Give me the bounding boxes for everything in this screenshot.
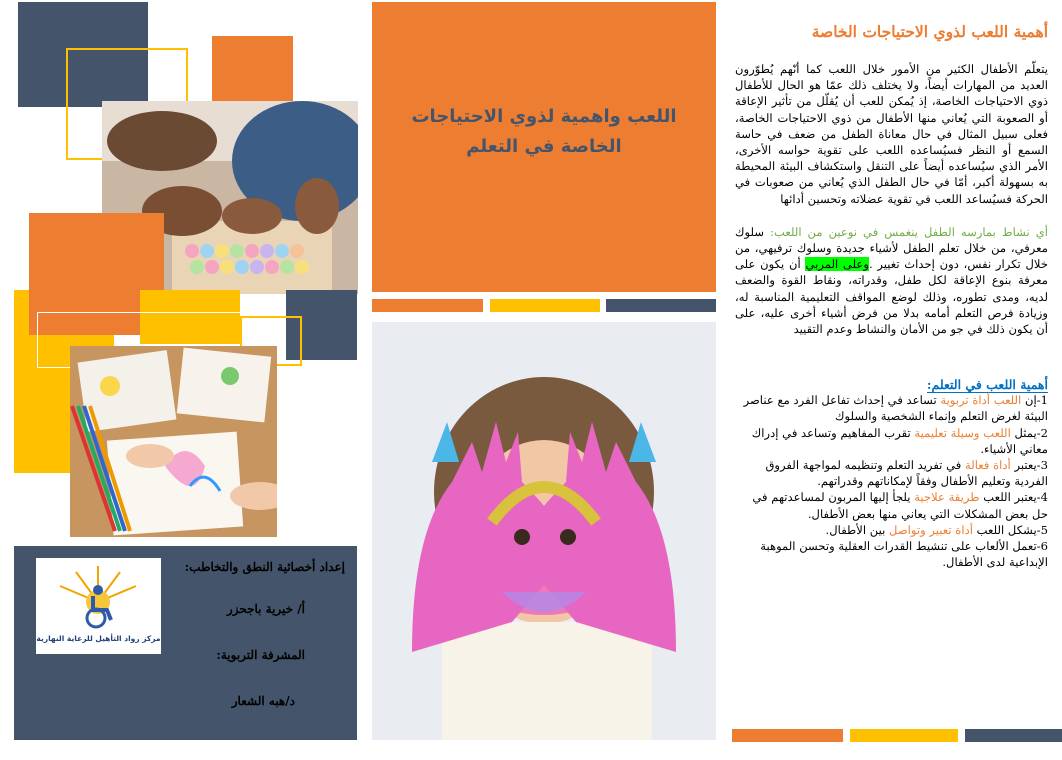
center-logo [36,558,161,654]
girl-painted-hands-photo [372,322,716,740]
bar-navy-bottom [965,729,1062,742]
section3-heading: أهمية اللعب في التعلم: [926,377,1048,393]
supervisor-name: د/هبه الشعار [231,694,295,708]
list-item: 6-تعمل الألعاب على تنشيط القدرات العقلية وتحسن الموهبة الإبداعية لدى الأطفال. [760,539,1048,570]
supervisor-label: المشرفة التربوية: [216,648,305,662]
brochure-title: اللعب واهمية لذوي الاحتياجات الخاصة في التعلم [411,106,677,157]
list-item: 3-يعتبر أداة فعالة في تفريد التعلم وتنظيمه لمواجهة الفروق الفردية وتعليم الأطفال وفقاً لإمكاناتهم وقدراتهم. [765,458,1048,489]
list-item: 1-إن اللعب أداة تربوية تساعد في إحداث تفاعل الفرد مع عناصر البيئة لغرض التعلم وإنماء الشخصية والسلوك [743,393,1048,424]
credits-panel [14,546,357,740]
bar-yellow-mid [490,299,600,312]
section1-body: يتعلّم الأطفال الكثير من الأمور خلال اللعب كما أنّهم يُطوّرون العديد من المهارات أيضاً، ولا يختلف ذلك عمّا هو الحال للأطفال ذوي الاحتياجات الخاصة، إذ يُمكن للعب أن يُقلّل من تأثير الإعاقة أو الصعوبة التي يُعاني منها الأطفال من ذوي الاحتياجات الخاصة، فعلى سبيل المثال في حال معاناة الطفل من ضعف في حاسة السمع أو النظر فسيُساعده اللعب على تقوية حواسه الأخرى، الأمر الذي سيُساعده أيضاً على التنقل واستكشاف البيئة المحيطة به بسهولة أكبر، أمّا في حال الطفل الذي يُعاني من صعوبات في الحركة فسيُساعد اللعب في تقوية عضلاته وتحسين أدائها [735,62,1048,206]
right-column [735,22,1048,570]
section2-text-a: سلوك معرفي، من خلال تعلم الطفل لأشياء جديدة وسلوك ترفيهي، من خلال تكرار نفس، دون إحداث تغيير . [735,224,1048,272]
orange-square-top [212,36,293,102]
section2-body [735,224,1048,337]
list-item: 2-يمثل اللعب وسيلة تعليمية تقرب المفاهيم وتساعد في إدراك معاني الأشياء. [751,425,1048,456]
section2-text-b: أن يكون على معرفة بنوع الإعاقة لكل طفل، وقدراته، ونقاط القوة والضعف لديه، ومدى تطوره، وذلك لوضع المواقف التعليمية المناسبة له، وزيادة فرص التعلم أمامه بدلا من فرض أشياء أخرى عليه، على أن يكون ذلك في جو من الأمان والنشاط وعدم التقييد [735,257,1048,337]
logo-caption: مركز رواد التأهيل للرعاية النهارية [36,634,161,643]
prepared-name: أ/ خيرية باجحزر [226,602,305,616]
children-drawing-photo [70,346,277,537]
section2-intro: أي نشاط بمارسه الطفل ينغمس في نوعين من اللعب: [770,224,1048,239]
list-item: 5-يشكل اللعب أداة تعبير وتواصل بين الأطفال. [825,522,1048,537]
section1-heading: أهمية اللعب لذوي الاحتياجات الخاصة [811,22,1048,41]
bar-orange-bottom [732,729,843,742]
bar-orange-mid [372,299,483,312]
prepared-label: إعداد أخصائية النطق والتخاطب: [184,560,345,574]
bar-yellow-bottom [850,729,958,742]
bar-navy-mid [606,299,716,312]
list-item: 4-يعتبر اللعب طريقة علاجية يلجأ إليها المربون لمساعدتهم في حل بعض المشكلات التي يعاني منها بعض الأطفال. [752,490,1048,521]
title-panel [372,2,716,292]
section2-highlight: وعلى المربي [805,257,869,272]
learning-list [735,392,1048,570]
